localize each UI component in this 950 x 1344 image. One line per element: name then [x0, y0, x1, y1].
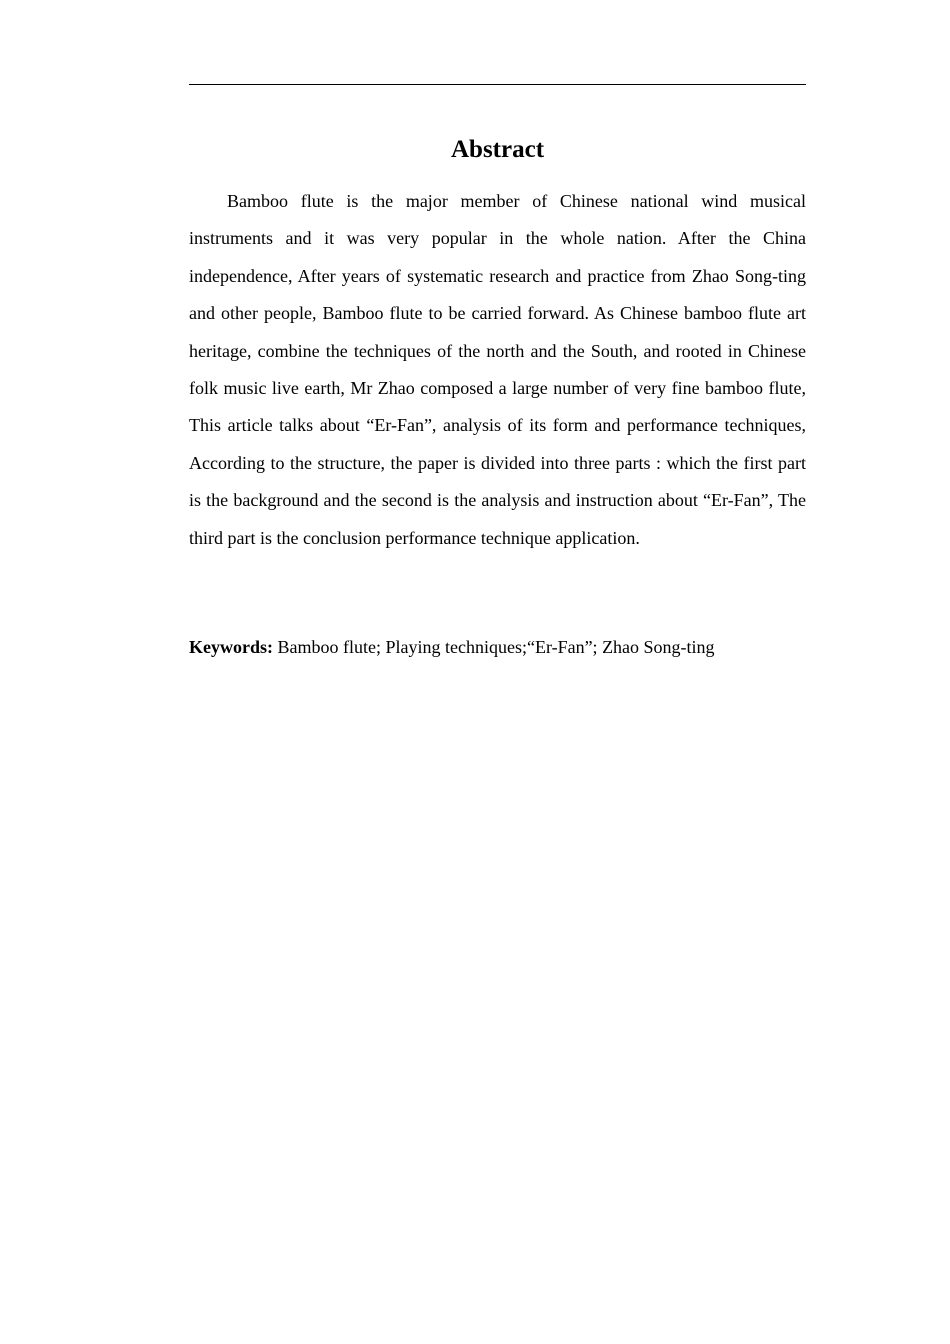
keywords-label: Keywords:	[189, 637, 273, 657]
abstract-title: Abstract	[450, 136, 545, 163]
abstract-body: Bamboo flute is the major member of Chinese national wind musical instruments and it was very popular in the whole nation. After the China independence, After years of systematic research and practice from Zhao Song-ting and other people, Bamboo flute to be carried forward. As Chinese bamboo flute art heritage, combine the techniques of the north and the South, and rooted in Chinese folk music live earth, Mr Zhao composed a large number of very fine bamboo flute, This article talks about “Er-Fan”, analysis of its form and performance techniques, According to the structure, the paper is divided into three parts : which the first part is the background and the second is the analysis and instruction about “Er-Fan”, The third part is the conclusion performance technique application.	[189, 191, 806, 548]
keywords-text: Bamboo flute; Playing techniques;“Er-Fan”; Zhao Song-ting	[273, 637, 715, 657]
keywords-line	[189, 630, 806, 664]
header-rule	[189, 84, 806, 85]
